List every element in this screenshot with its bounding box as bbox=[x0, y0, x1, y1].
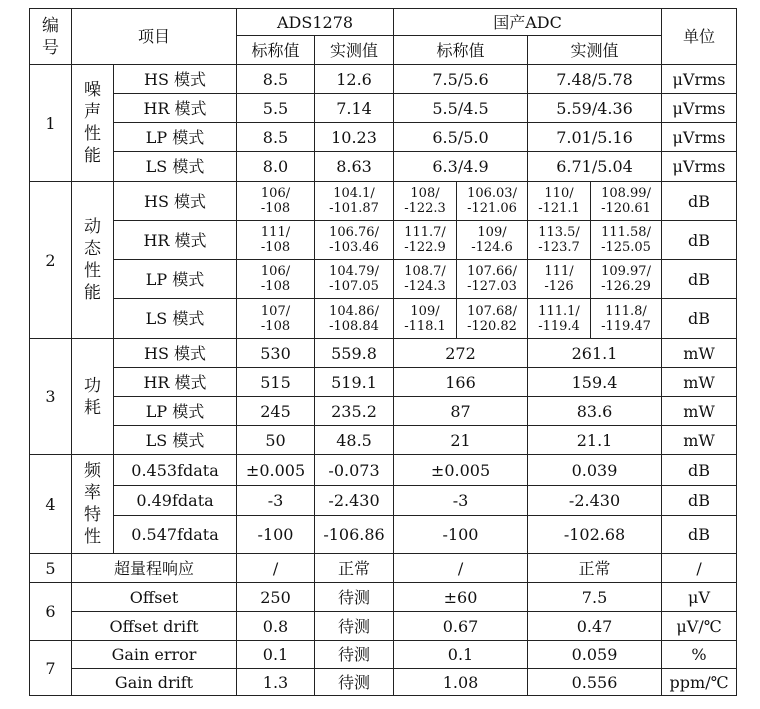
ads-measured: 106.76/ -103.46 bbox=[315, 221, 394, 260]
dom-nominal: 272 bbox=[394, 339, 528, 368]
ads-measured: 待测 bbox=[315, 612, 394, 641]
header-no: 编号 bbox=[30, 9, 72, 65]
ads-measured: 48.5 bbox=[315, 426, 394, 455]
header-unit: 单位 bbox=[662, 9, 737, 65]
mode-label: LS 模式 bbox=[114, 426, 237, 455]
mode-label: LP 模式 bbox=[114, 260, 237, 299]
header-ads1278: ADS1278 bbox=[237, 9, 394, 36]
dom-nominal: ±60 bbox=[394, 583, 528, 612]
dom-measured-b: 111.8/ -119.47 bbox=[591, 299, 662, 339]
mode-label: LP 模式 bbox=[114, 123, 237, 152]
adc-comparison-table bbox=[29, 8, 737, 696]
ads-measured: 待测 bbox=[315, 583, 394, 612]
dom-measured-b: 109.97/ -126.29 bbox=[591, 260, 662, 299]
group-number: 4 bbox=[30, 455, 72, 554]
dom-measured: 7.48/5.78 bbox=[528, 65, 662, 94]
header-dom-nominal: 标称值 bbox=[394, 36, 528, 65]
ads-measured: -2.430 bbox=[315, 486, 394, 516]
dom-measured-a: 111/ -126 bbox=[528, 260, 591, 299]
unit: μV/℃ bbox=[662, 612, 737, 641]
dom-measured-a: 111.1/ -119.4 bbox=[528, 299, 591, 339]
dom-nominal: 7.5/5.6 bbox=[394, 65, 528, 94]
unit: μVrms bbox=[662, 94, 737, 123]
ads-measured: 待测 bbox=[315, 669, 394, 696]
table-row bbox=[30, 368, 737, 397]
mode-label: HS 模式 bbox=[114, 182, 237, 221]
unit: dB bbox=[662, 221, 737, 260]
ads-nominal: 1.3 bbox=[237, 669, 315, 696]
dom-measured: 6.71/5.04 bbox=[528, 152, 662, 182]
ads-nominal: 106/ -108 bbox=[237, 182, 315, 221]
mode-label: HR 模式 bbox=[114, 221, 237, 260]
category-label: 功耗 bbox=[72, 339, 114, 455]
unit: mW bbox=[662, 397, 737, 426]
category-label: 动态性能 bbox=[72, 182, 114, 339]
header-dom-measured: 实测值 bbox=[528, 36, 662, 65]
unit: dB bbox=[662, 455, 737, 486]
group-number: 6 bbox=[30, 583, 72, 641]
ads-nominal: 5.5 bbox=[237, 94, 315, 123]
table-row bbox=[30, 612, 737, 641]
ads-measured: 559.8 bbox=[315, 339, 394, 368]
group-number: 1 bbox=[30, 65, 72, 182]
ads-nominal: 111/ -108 bbox=[237, 221, 315, 260]
table-row bbox=[30, 339, 737, 368]
dom-nominal: 0.67 bbox=[394, 612, 528, 641]
dom-nominal-a: 109/ -118.1 bbox=[394, 299, 457, 339]
group-number: 3 bbox=[30, 339, 72, 455]
dom-nominal: 5.5/4.5 bbox=[394, 94, 528, 123]
table-row bbox=[30, 94, 737, 123]
dom-measured: 5.59/4.36 bbox=[528, 94, 662, 123]
ads-nominal: -100 bbox=[237, 516, 315, 554]
table-row bbox=[30, 65, 737, 94]
header-ads-measured: 实测值 bbox=[315, 36, 394, 65]
table-row bbox=[30, 152, 737, 182]
ads-measured: 104.1/ -101.87 bbox=[315, 182, 394, 221]
ads-nominal: -3 bbox=[237, 486, 315, 516]
dom-nominal-a: 111.7/ -122.9 bbox=[394, 221, 457, 260]
ads-nominal: 250 bbox=[237, 583, 315, 612]
dom-nominal-b: 107.68/ -120.82 bbox=[457, 299, 528, 339]
ads-measured: 正常 bbox=[315, 554, 394, 583]
dom-nominal: 1.08 bbox=[394, 669, 528, 696]
dom-nominal: 6.3/4.9 bbox=[394, 152, 528, 182]
ads-measured: 104.79/ -107.05 bbox=[315, 260, 394, 299]
dom-nominal: / bbox=[394, 554, 528, 583]
dom-measured: -2.430 bbox=[528, 486, 662, 516]
unit: μVrms bbox=[662, 65, 737, 94]
ads-measured: 10.23 bbox=[315, 123, 394, 152]
dom-nominal-a: 108.7/ -124.3 bbox=[394, 260, 457, 299]
dom-measured: 0.059 bbox=[528, 641, 662, 669]
ads-nominal: 0.1 bbox=[237, 641, 315, 669]
ads-measured: 8.63 bbox=[315, 152, 394, 182]
dom-nominal-b: 109/ -124.6 bbox=[457, 221, 528, 260]
table-row bbox=[30, 426, 737, 455]
ads-measured: 519.1 bbox=[315, 368, 394, 397]
unit: dB bbox=[662, 182, 737, 221]
unit: dB bbox=[662, 516, 737, 554]
table-row bbox=[30, 486, 737, 516]
dom-measured: 7.5 bbox=[528, 583, 662, 612]
ads-nominal: 0.8 bbox=[237, 612, 315, 641]
ads-nominal: ±0.005 bbox=[237, 455, 315, 486]
ads-nominal: 515 bbox=[237, 368, 315, 397]
ads-measured: 待测 bbox=[315, 641, 394, 669]
mode-label: HR 模式 bbox=[114, 94, 237, 123]
ads-nominal: 50 bbox=[237, 426, 315, 455]
dom-measured: 0.47 bbox=[528, 612, 662, 641]
dom-nominal: 166 bbox=[394, 368, 528, 397]
dom-measured: 261.1 bbox=[528, 339, 662, 368]
table-row bbox=[30, 299, 737, 339]
dom-nominal: 0.1 bbox=[394, 641, 528, 669]
unit: mW bbox=[662, 339, 737, 368]
mode-label: LP 模式 bbox=[114, 397, 237, 426]
ads-measured: 7.14 bbox=[315, 94, 394, 123]
group-number: 7 bbox=[30, 641, 72, 696]
unit: μV bbox=[662, 583, 737, 612]
ads-nominal: 8.5 bbox=[237, 65, 315, 94]
dom-measured: 83.6 bbox=[528, 397, 662, 426]
mode-label: LS 模式 bbox=[114, 299, 237, 339]
mode-label: LS 模式 bbox=[114, 152, 237, 182]
unit: mW bbox=[662, 426, 737, 455]
table-row bbox=[30, 123, 737, 152]
table-row bbox=[30, 260, 737, 299]
dom-nominal-a: 108/ -122.3 bbox=[394, 182, 457, 221]
dom-measured-b: 108.99/ -120.61 bbox=[591, 182, 662, 221]
unit: / bbox=[662, 554, 737, 583]
ads-measured: 235.2 bbox=[315, 397, 394, 426]
ads-nominal: 8.0 bbox=[237, 152, 315, 182]
ads-nominal: 107/ -108 bbox=[237, 299, 315, 339]
ads-measured: 104.86/ -108.84 bbox=[315, 299, 394, 339]
ads-measured: -0.073 bbox=[315, 455, 394, 486]
dom-nominal-b: 106.03/ -121.06 bbox=[457, 182, 528, 221]
mode-label: HS 模式 bbox=[114, 339, 237, 368]
header-item: 项目 bbox=[72, 9, 237, 65]
item-label: 超量程响应 bbox=[72, 554, 237, 583]
group-number: 2 bbox=[30, 182, 72, 339]
unit: dB bbox=[662, 486, 737, 516]
header-domestic-adc: 国产ADC bbox=[394, 9, 662, 36]
dom-measured: 21.1 bbox=[528, 426, 662, 455]
ads-nominal: / bbox=[237, 554, 315, 583]
ads-measured: 12.6 bbox=[315, 65, 394, 94]
dom-measured-a: 110/ -121.1 bbox=[528, 182, 591, 221]
unit: % bbox=[662, 641, 737, 669]
dom-nominal-b: 107.66/ -127.03 bbox=[457, 260, 528, 299]
ads-nominal: 8.5 bbox=[237, 123, 315, 152]
unit: mW bbox=[662, 368, 737, 397]
dom-measured: -102.68 bbox=[528, 516, 662, 554]
dom-measured: 0.039 bbox=[528, 455, 662, 486]
mode-label: HR 模式 bbox=[114, 368, 237, 397]
dom-measured: 0.556 bbox=[528, 669, 662, 696]
dom-measured-b: 111.58/ -125.05 bbox=[591, 221, 662, 260]
table-row bbox=[30, 583, 737, 612]
table-row bbox=[30, 182, 737, 221]
ads-nominal: 530 bbox=[237, 339, 315, 368]
dom-measured: 7.01/5.16 bbox=[528, 123, 662, 152]
header-ads-nominal: 标称值 bbox=[237, 36, 315, 65]
ads-measured: -106.86 bbox=[315, 516, 394, 554]
unit: dB bbox=[662, 299, 737, 339]
frequency-label: 0.49fdata bbox=[114, 486, 237, 516]
dom-nominal: -100 bbox=[394, 516, 528, 554]
frequency-label: 0.453fdata bbox=[114, 455, 237, 486]
category-label: 频率特性 bbox=[72, 455, 114, 554]
table-row bbox=[30, 669, 737, 696]
table-row bbox=[30, 397, 737, 426]
dom-nominal: 21 bbox=[394, 426, 528, 455]
unit: μVrms bbox=[662, 152, 737, 182]
frequency-label: 0.547fdata bbox=[114, 516, 237, 554]
ads-nominal: 106/ -108 bbox=[237, 260, 315, 299]
unit: dB bbox=[662, 260, 737, 299]
table-row bbox=[30, 641, 737, 669]
dom-nominal: 87 bbox=[394, 397, 528, 426]
table-row bbox=[30, 455, 737, 486]
item-label: Gain drift bbox=[72, 669, 237, 696]
dom-nominal: ±0.005 bbox=[394, 455, 528, 486]
table-row bbox=[30, 516, 737, 554]
item-label: Gain error bbox=[72, 641, 237, 669]
header-row bbox=[30, 9, 737, 36]
group-number: 5 bbox=[30, 554, 72, 583]
dom-measured-a: 113.5/ -123.7 bbox=[528, 221, 591, 260]
mode-label: HS 模式 bbox=[114, 65, 237, 94]
table-row bbox=[30, 221, 737, 260]
unit: μVrms bbox=[662, 123, 737, 152]
table-row bbox=[30, 554, 737, 583]
ads-nominal: 245 bbox=[237, 397, 315, 426]
dom-measured: 159.4 bbox=[528, 368, 662, 397]
dom-measured: 正常 bbox=[528, 554, 662, 583]
item-label: Offset drift bbox=[72, 612, 237, 641]
category-label: 噪声性能 bbox=[72, 65, 114, 182]
dom-nominal: -3 bbox=[394, 486, 528, 516]
dom-nominal: 6.5/5.0 bbox=[394, 123, 528, 152]
item-label: Offset bbox=[72, 583, 237, 612]
unit: ppm/℃ bbox=[662, 669, 737, 696]
